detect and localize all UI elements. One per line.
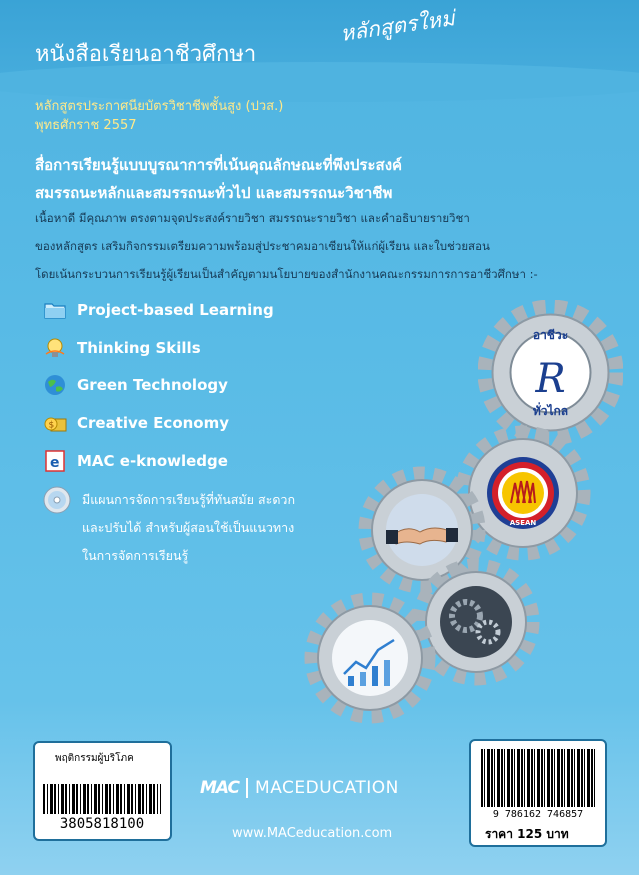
product-code-box [33,741,172,841]
feature-label: Project-based Learning [77,301,274,319]
isbn-number: 9 786162 746857 [492,809,584,820]
feature-item-green-technology [43,372,228,398]
e-book-icon [43,449,67,473]
gear-logo-top-text: อาชีวะ [532,328,569,342]
logo-divider [246,778,248,798]
feature-label: Creative Economy [77,414,230,432]
publisher-mark: MAC [200,778,240,798]
feature-item-thinking-skills [43,335,201,361]
lightbulb-icon [43,336,67,360]
price: ราคา 125 บาท [485,827,569,841]
feature-label: MAC e-knowledge [77,452,228,470]
svg-text:$: $ [48,420,55,431]
svg-text:e: e [50,455,60,471]
description-line-2: ของหลักสูตร เสริมกิจกรรมเตรียมความพร้อมสู่ประชาคมอาเซียนให้แก่ผู้เรียน และใบช่วยสอน [35,239,490,253]
website-url: www.MACeducation.com [232,826,393,841]
globe-icon [43,373,67,397]
lesson-plan-line-2: และปรับได้ สำหรับผู้สอนใช้เป็นแนวทาง [82,520,295,535]
feature-label: Thinking Skills [77,339,201,357]
curriculum-line-1: หลักสูตรประกาศนียบัตรวิชาชีพชั้นสูง (ปวส.) [35,99,284,114]
headline-line-1: สื่อการเรียนรู้แบบบูรณาการที่เน้นคุณลักษณะที่พึงประสงค์ [35,156,403,174]
isbn-barcode [481,749,595,807]
folder-icon [43,298,67,322]
gear-logo [478,300,623,445]
publisher-logo [200,778,399,798]
asean-label: ASEAN [509,519,537,527]
gear-chart [304,592,436,724]
feature-item-creative-economy [43,410,229,436]
description-line-1: เนื้อหาดี มีคุณภาพ ตรงตามจุดประสงค์รายวิชา สมรรถนะรายวิชา และคำอธิบายรายวิชา [35,211,470,225]
product-code-label: พฤติกรรมผู้บริโภค [55,753,134,764]
money-icon [43,411,67,435]
curriculum-line-2: พุทธศักราช 2557 [35,118,137,133]
series-title: หนังสือเรียนอาชีวศึกษา [35,42,257,67]
lesson-plan-line-3: ในการจัดการเรียนรู้ [82,548,189,563]
cd-icon [43,486,71,514]
gear-logo-bottom-text: ทั่วไกล [532,404,569,418]
gear-logo-letter: R [535,356,566,402]
feature-label: Green Technology [77,376,228,394]
isbn-box [469,739,607,847]
feature-item-mac-e-knowledge [43,448,228,474]
headline-line-2: สมรรถนะหลักและสมรรถนะทั่วไป และสมรรถนะวิชาชีพ [35,184,393,202]
description-line-3: โดยเน้นกระบวนการเรียนรู้ผู้เรียนเป็นสำคัญตามนโยบายของสำนักงานคณะกรรมการการอาชีวศึกษา :- [35,267,538,281]
lesson-plan-line-1: มีแผนการจัดการเรียนรู้ที่ทันสมัย สะดวก [82,492,296,507]
new-curriculum-badge: หลักสูตรใหม่ [338,6,457,46]
feature-item-project-based-learning [43,297,274,323]
publisher-name: MACEDUCATION [255,778,399,798]
barcode [43,784,161,814]
barcode-number: 3805818100 [59,816,145,832]
